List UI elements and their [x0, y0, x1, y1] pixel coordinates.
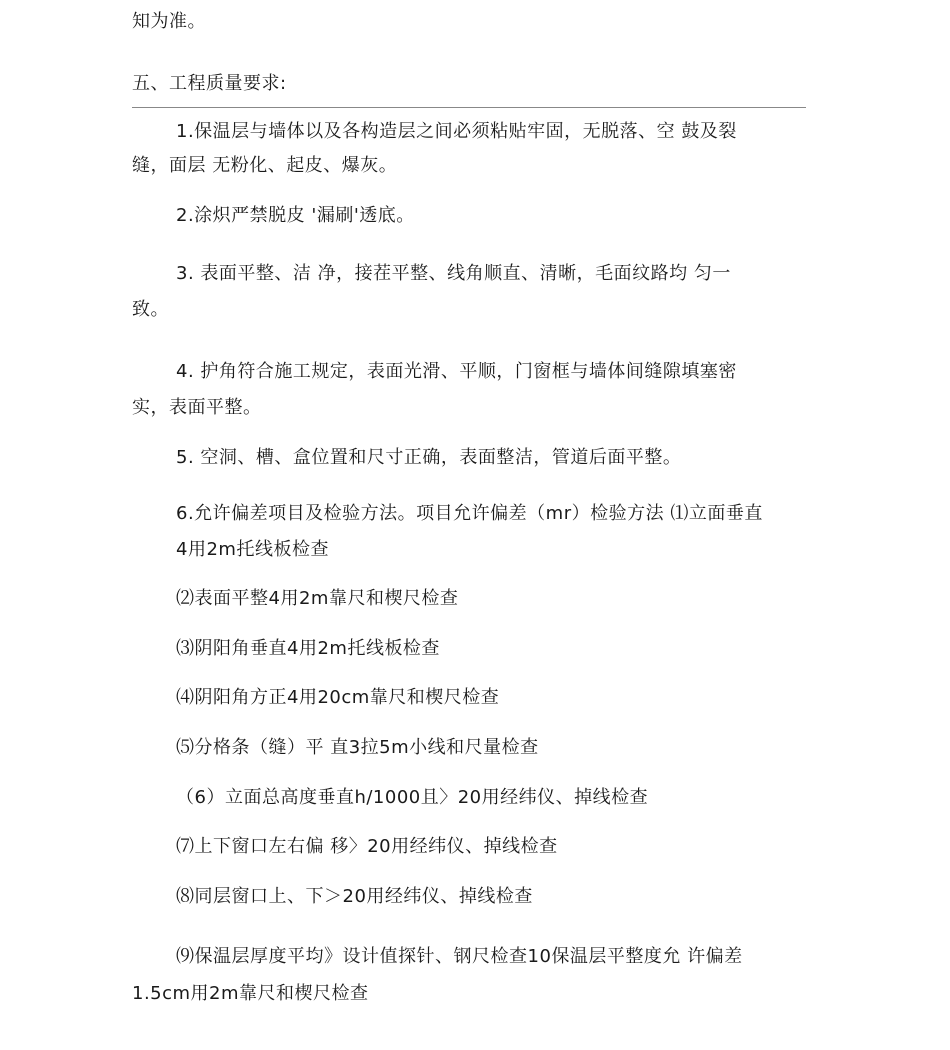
heading-divider: [132, 107, 806, 108]
carryover-text: 知为准。: [132, 11, 206, 32]
check-9-line-2: 1.5cm用2m靠尺和楔尺检查: [132, 983, 369, 1004]
item-6-line-1: 6.允许偏差项目及检验方法。项目允许偏差（mr）检验方法 ⑴立面垂直: [176, 503, 763, 524]
item-6-line-2: 4用2m托线板检查: [176, 539, 329, 560]
check-7: ⑺上下窗口左右偏 移〉20用经纬仪、掉线检查: [176, 836, 558, 857]
item-1-line-2: 缝，面层 无粉化、起皮、爆灰。: [132, 155, 398, 176]
check-3: ⑶阴阳角垂直4用2m托线板检查: [176, 638, 440, 659]
check-8: ⑻同层窗口上、下＞20用经纬仪、掉线检查: [176, 886, 533, 907]
check-6: （6）立面总高度垂直h/1000且〉20用经纬仪、掉线检查: [176, 787, 649, 808]
section-heading: 五、工程质量要求:: [132, 73, 287, 94]
item-4-line-2: 实，表面平整。: [132, 397, 262, 418]
item-1-line-1: 1.保温层与墙体以及各构造层之间必须粘贴牢固，无脱落、空 鼓及裂: [176, 121, 737, 142]
check-2: ⑵表面平整4用2m靠尺和楔尺检查: [176, 588, 459, 609]
item-2: 2.涂炽严禁脱皮 '漏刷'透底。: [176, 205, 415, 226]
item-3-line-2: 致。: [132, 299, 169, 320]
check-4: ⑷阴阳角方正4用20cm靠尺和楔尺检查: [176, 687, 500, 708]
check-5: ⑸分格条（缝）平 直3拉5m小线和尺量检查: [176, 737, 539, 758]
item-4-line-1: 4. 护角符合施工规定，表面光滑、平顺，门窗框与墙体间缝隙填塞密: [176, 361, 737, 382]
item-5: 5. 空洞、槽、盒位置和尺寸正确，表面整洁，管道后面平整。: [176, 447, 682, 468]
item-3-line-1: 3. 表面平整、洁 净，接茬平整、线角顺直、清晰，毛面纹路均 匀一: [176, 263, 731, 284]
check-9-line-1: ⑼保温层厚度平均》设计值探针、钢尺检查10保温层平整度允 许偏差: [176, 946, 743, 967]
